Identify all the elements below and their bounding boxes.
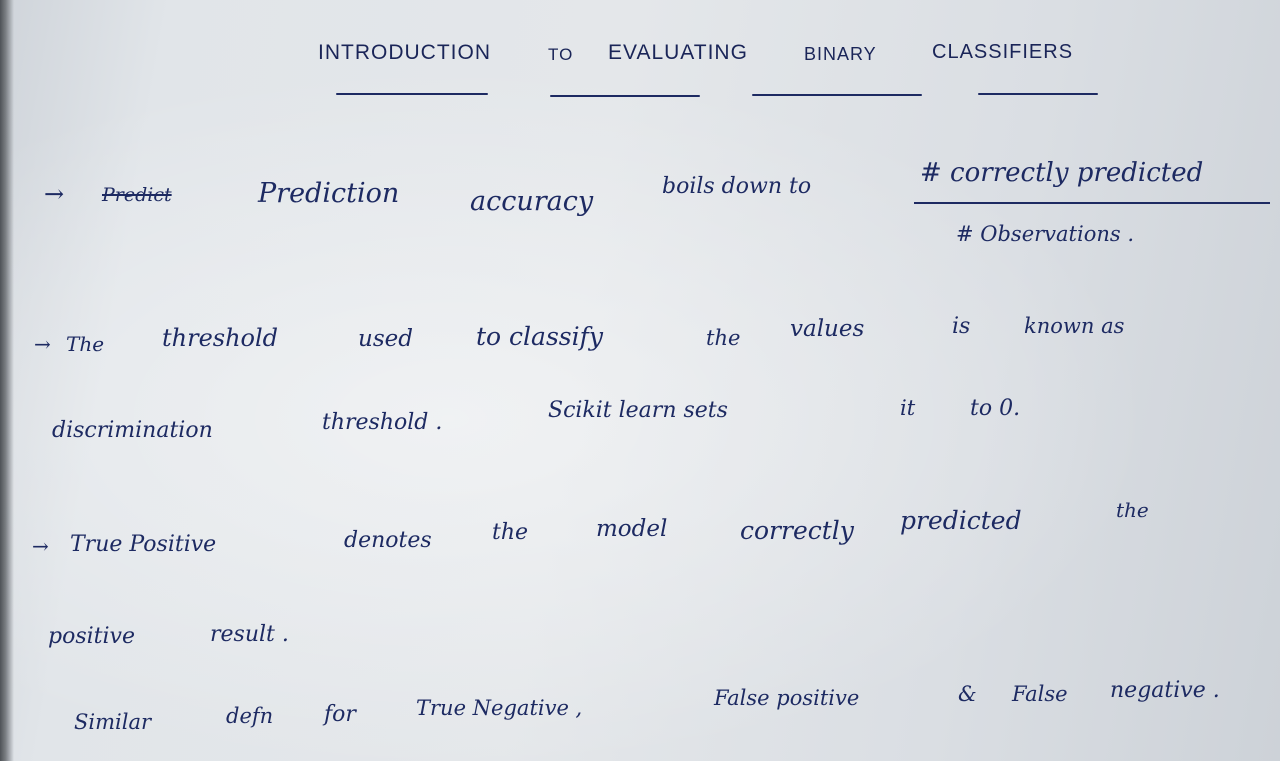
word-negative: negative . [1110, 678, 1220, 703]
word-false: False [1012, 682, 1068, 706]
word-discrimination: discrimination [52, 418, 213, 443]
word-result: result . [210, 622, 289, 647]
ampersand: & [958, 682, 977, 706]
phrase-true-positive: True Positive [70, 532, 217, 557]
word-values: values [790, 316, 865, 342]
phrase-known-as: known as [1024, 314, 1125, 338]
word-threshold-2: threshold . [322, 410, 443, 435]
word-the-3: the [492, 520, 529, 545]
word-similar: Similar [74, 710, 152, 734]
word-it: it [900, 396, 916, 420]
struck-word: Predict [102, 184, 172, 206]
title-underline-3 [752, 94, 922, 96]
phrase-false-positive: False positive [714, 686, 860, 710]
word-the-2: the [706, 326, 741, 350]
word-for: for [324, 702, 356, 727]
word-denotes: denotes [344, 528, 432, 553]
fraction-denominator: # Observations . [956, 222, 1135, 246]
fraction-numerator: # correctly predicted [920, 158, 1204, 188]
word-is: is [952, 314, 971, 339]
fraction-bar [914, 202, 1270, 204]
phrase-to-classify: to classify [476, 322, 603, 351]
title-underline-2 [550, 95, 700, 97]
title-underline-4 [978, 93, 1098, 95]
title-word-binary: BINARY [804, 44, 877, 64]
bullet-arrow: → [34, 332, 51, 356]
phrase-true-negative: True Negative , [416, 696, 583, 720]
bullet-arrow: → [44, 180, 65, 208]
word-accuracy: accuracy [470, 186, 594, 217]
title-underline-1 [336, 93, 488, 95]
word-prediction: Prediction [258, 178, 400, 209]
page-edge-shadow [0, 0, 14, 761]
word-the: The [66, 332, 105, 356]
title-word-evaluating: EVALUATING [608, 41, 748, 64]
phrase-boils-down-to: boils down to [662, 174, 812, 199]
title-word-to: TO [548, 45, 574, 64]
word-model: model [596, 516, 668, 542]
word-threshold: threshold [162, 324, 279, 352]
word-positive: positive [48, 624, 135, 649]
word-the-4: the [1116, 498, 1149, 522]
bullet-arrow: → [32, 534, 49, 558]
phrase-scikit-learn-sets: Scikit learn sets [548, 398, 728, 423]
title-word-introduction: INTRODUCTION [318, 41, 491, 64]
word-correctly: correctly [740, 516, 854, 545]
title-word-classifiers: CLASSIFIERS [932, 41, 1074, 63]
word-used: used [358, 326, 413, 352]
phrase-to-zero: to 0. [970, 396, 1021, 421]
word-predicted: predicted [900, 506, 1022, 535]
word-defn: defn [226, 704, 274, 728]
